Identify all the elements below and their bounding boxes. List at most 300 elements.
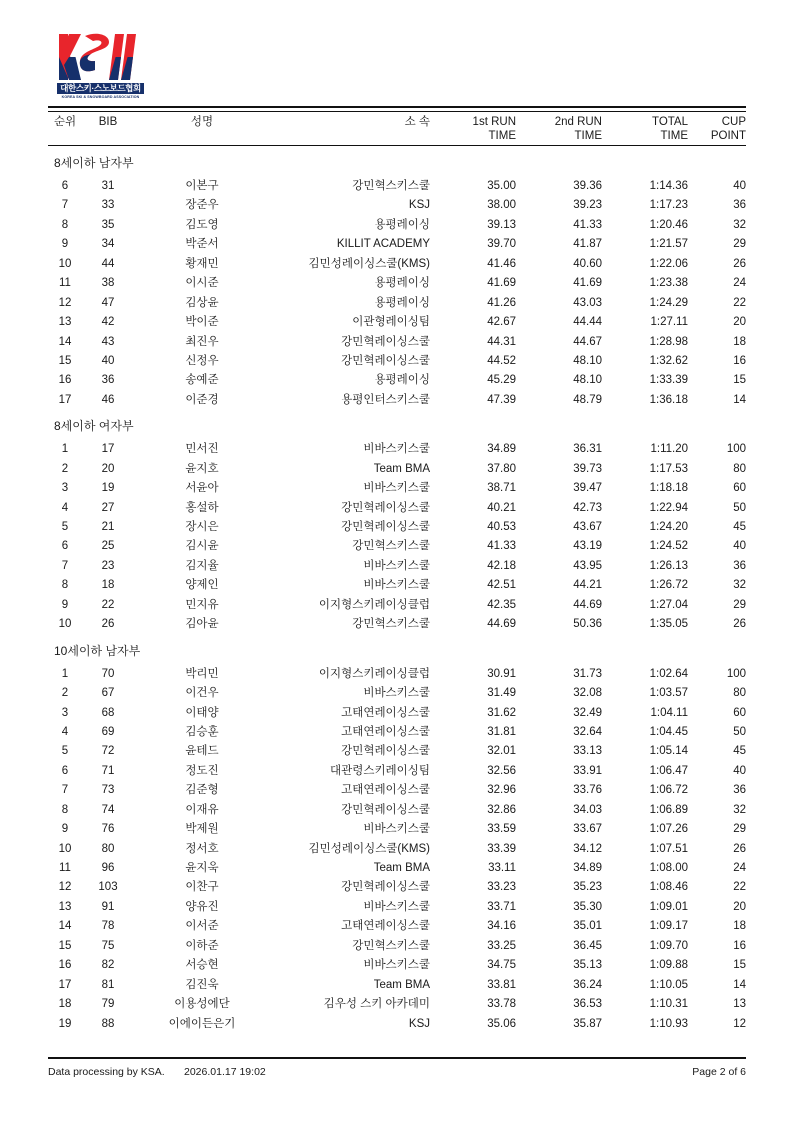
cell-total: 1:24.20: [649, 521, 688, 533]
cell-run1: 33.59: [487, 823, 516, 836]
header-run1-line1: 1st RUN: [472, 116, 516, 128]
table-row: [48, 704, 746, 723]
footer-datetime: 2026.01.17 19:02: [184, 1066, 266, 1078]
cell-run1: 41.33: [487, 540, 516, 553]
cell-team: 비바스키스쿨: [363, 482, 430, 495]
cell-name: 정서호: [185, 842, 219, 855]
cell-rank: 10: [58, 842, 72, 855]
cell-run2: 48.10: [573, 354, 602, 367]
cell-name: 김시윤: [185, 540, 219, 553]
cell-rank: 1: [61, 667, 69, 680]
cell-team: KSJ: [408, 1017, 430, 1030]
footer-processing-text: Data processing by KSA.: [48, 1066, 165, 1078]
table-row: [48, 1015, 746, 1034]
table-row: [48, 274, 746, 293]
cell-team: 비바스키스쿨: [363, 900, 430, 913]
cell-run2: 33.91: [573, 764, 602, 777]
cell-team: 이지형스키레이싱클럽: [318, 667, 430, 680]
cell-rank: 16: [58, 959, 72, 972]
cell-run2: 41.33: [573, 218, 602, 231]
cell-run2: 35.13: [573, 959, 602, 972]
cell-run2: 35.30: [573, 900, 602, 913]
cell-total: 1:14.36: [649, 180, 688, 192]
cell-run2: 43.95: [573, 559, 602, 572]
cell-team: 고태연레이싱스쿨: [341, 784, 430, 797]
cell-rank: 14: [58, 920, 72, 933]
cell-run2: 42.73: [573, 501, 602, 514]
cell-name: 이용성에단: [174, 998, 230, 1011]
cell-total: 1:09.70: [649, 939, 688, 952]
cell-bib: 38: [101, 277, 115, 290]
cell-bib: 42: [101, 316, 115, 329]
cell-name: 박준서: [185, 238, 219, 251]
cell-name: 김지율: [185, 559, 219, 572]
cell-name: 최진우: [185, 335, 219, 348]
cell-rank: 12: [58, 296, 72, 309]
cell-rank: 9: [61, 598, 69, 611]
cell-total: 1:09.01: [649, 900, 688, 913]
cell-run2: 36.45: [573, 939, 602, 952]
table-row: [48, 898, 746, 917]
table-row: [48, 742, 746, 761]
table-row: [48, 781, 746, 800]
cell-bib: 74: [101, 803, 115, 816]
cell-run1: 38.00: [487, 199, 516, 212]
cell-total: 1:20.46: [649, 218, 688, 231]
cell-bib: 33: [101, 199, 115, 212]
cell-team: 비바스키스쿨: [363, 823, 430, 836]
cell-rank: 17: [58, 393, 72, 406]
cell-point: 40: [733, 540, 746, 553]
table-row: [48, 840, 746, 859]
footer-rule: [48, 1057, 746, 1059]
cell-total: 1:02.64: [649, 667, 688, 680]
header-total-line2: TIME: [660, 130, 688, 142]
cell-total: 1:09.17: [649, 920, 688, 933]
cell-name: 황재민: [185, 257, 219, 270]
cell-run1: 42.67: [487, 316, 516, 329]
table-row: [48, 576, 746, 595]
cell-name: 장시은: [185, 521, 219, 533]
cell-total: 1:24.29: [649, 296, 688, 309]
cell-rank: 19: [58, 1017, 72, 1030]
table-row: [48, 596, 746, 615]
cell-point: 36: [733, 784, 746, 797]
cell-run1: 33.71: [487, 900, 516, 913]
table-row: [48, 196, 746, 215]
cell-run1: 33.81: [487, 978, 516, 991]
cell-total: 1:08.46: [649, 881, 688, 894]
cell-rank: 11: [59, 277, 71, 290]
page-footer: [48, 1063, 746, 1081]
cell-bib: 35: [101, 218, 115, 231]
header-team: 소 속: [404, 116, 430, 128]
cell-point: 13: [733, 998, 746, 1011]
cell-point: 15: [733, 959, 746, 972]
results-section: [48, 410, 746, 634]
header-rule-thick: [48, 106, 746, 108]
cell-run1: 34.75: [487, 959, 516, 972]
header-run2-line1: 2nd RUN: [554, 116, 602, 128]
cell-run2: 43.67: [573, 521, 602, 533]
cell-rank: 6: [61, 540, 69, 553]
table-row: [48, 333, 746, 352]
cell-run2: 43.03: [573, 296, 602, 309]
table-row: [48, 976, 746, 995]
table-row: [48, 956, 746, 975]
cell-run2: 35.01: [573, 920, 602, 933]
cell-bib: 81: [101, 978, 115, 991]
table-row: [48, 391, 746, 410]
cell-run1: 42.51: [487, 579, 516, 592]
cell-name: 윤지욱: [185, 862, 219, 874]
cell-run2: 41.69: [573, 277, 602, 290]
cell-point: 45: [733, 745, 746, 758]
header-name: 성명: [190, 116, 214, 128]
cell-team: 고태연레이싱스쿨: [341, 725, 430, 738]
cell-bib: 78: [101, 920, 115, 933]
cell-name: 윤지호: [185, 462, 219, 475]
cell-name: 홍설하: [185, 501, 219, 514]
cell-total: 1:17.23: [649, 199, 688, 212]
cell-rank: 8: [61, 803, 69, 816]
cell-run2: 36.31: [573, 443, 602, 456]
cell-point: 22: [733, 881, 746, 894]
cell-total: 1:27.04: [649, 598, 688, 611]
table-row: [48, 665, 746, 684]
cell-run1: 34.16: [487, 920, 516, 933]
cell-name: 이태양: [185, 706, 219, 719]
cell-run1: 44.31: [487, 335, 516, 348]
cell-total: 1:07.26: [649, 823, 688, 836]
cell-bib: 69: [101, 725, 115, 738]
cell-point: 24: [733, 277, 746, 290]
header-rule-thin: [48, 111, 746, 112]
cell-rank: 6: [61, 764, 69, 777]
cell-team: 김민성레이싱스쿨(KMS): [308, 257, 430, 270]
results-section: [48, 635, 746, 1034]
ksa-logo-name-kr-bar: [57, 83, 144, 94]
results-table-body: [48, 147, 746, 1034]
table-row: [48, 537, 746, 556]
ksa-logo-name-en: KOREA SKI & SNOWBOARD ASSOCIATION: [61, 95, 140, 99]
cell-name: 박제원: [185, 823, 219, 836]
cell-team: Team BMA: [373, 462, 430, 475]
cell-run1: 31.49: [487, 687, 516, 700]
cell-bib: 25: [101, 540, 115, 553]
section-title: 10세이하 남자부: [54, 643, 141, 658]
cell-team: 용평레이싱: [374, 218, 430, 231]
cell-run1: 35.00: [487, 180, 516, 192]
cell-name: 이재유: [185, 803, 219, 816]
table-row: [48, 762, 746, 781]
cell-bib: 46: [101, 393, 115, 406]
cell-run2: 32.64: [573, 725, 602, 738]
ksa-logo-icon: [57, 32, 147, 82]
cell-total: 1:10.93: [649, 1017, 688, 1030]
cell-bib: 88: [101, 1017, 115, 1030]
table-row: [48, 216, 746, 235]
table-row: [48, 557, 746, 576]
cell-rank: 7: [61, 559, 69, 572]
cell-run2: 39.47: [573, 482, 602, 495]
cell-point: 22: [733, 296, 746, 309]
cell-name: 이건우: [185, 687, 219, 700]
cell-run1: 44.69: [487, 618, 516, 631]
cell-rank: 13: [58, 316, 72, 329]
cell-rank: 7: [61, 784, 69, 797]
cell-point: 20: [733, 900, 746, 913]
cell-team: 용평레이싱: [374, 296, 430, 309]
cell-name: 이에이든은기: [168, 1017, 236, 1030]
table-row: [48, 479, 746, 498]
cell-rank: 10: [58, 257, 72, 270]
cell-team: 강민혁레이싱스쿨: [341, 521, 430, 533]
cell-name: 박이준: [185, 316, 219, 329]
cell-point: 18: [733, 335, 746, 348]
cell-total: 1:08.00: [649, 862, 688, 874]
cell-total: 1:06.47: [649, 764, 688, 777]
cell-rank: 3: [61, 482, 69, 495]
cell-name: 김상윤: [185, 296, 219, 309]
cell-name: 이하준: [185, 939, 219, 952]
cell-run1: 33.78: [487, 998, 516, 1011]
cell-run1: 34.89: [487, 443, 516, 456]
cell-rank: 3: [61, 706, 69, 719]
header-run1-line2: TIME: [488, 130, 516, 142]
cell-point: 26: [733, 842, 746, 855]
cell-rank: 10: [58, 618, 72, 631]
cell-team: 용평레이싱: [374, 374, 430, 387]
cell-run2: 34.89: [573, 862, 602, 874]
cell-point: 100: [726, 443, 746, 456]
cell-team: 김우성 스키 아카데미: [323, 998, 430, 1011]
cell-run1: 31.62: [487, 706, 516, 719]
cell-point: 16: [733, 354, 746, 367]
cell-run1: 39.70: [487, 238, 516, 251]
cell-run2: 36.53: [573, 998, 602, 1011]
cell-run2: 44.67: [573, 335, 602, 348]
cell-bib: 18: [101, 579, 115, 592]
cell-rank: 8: [61, 579, 69, 592]
cell-name: 서승현: [185, 959, 219, 972]
header-bib: BIB: [98, 116, 118, 128]
cell-team: 비바스키스쿨: [363, 443, 430, 456]
section-title: 8세이하 남자부: [54, 156, 134, 170]
cell-team: 고태연레이싱스쿨: [341, 920, 430, 933]
cell-run1: 33.25: [487, 939, 516, 952]
cell-name: 송예준: [185, 374, 219, 387]
cell-rank: 12: [58, 881, 72, 894]
cell-name: 이본구: [185, 180, 219, 192]
cell-total: 1:26.13: [649, 559, 688, 572]
cell-run1: 32.86: [487, 803, 516, 816]
cell-total: 1:23.38: [649, 277, 688, 290]
cell-name: 서윤아: [185, 482, 219, 495]
cell-rank: 18: [58, 998, 72, 1011]
table-row: [48, 820, 746, 839]
cell-run1: 38.71: [487, 482, 516, 495]
cell-run1: 40.53: [487, 521, 516, 533]
cell-point: 29: [733, 823, 746, 836]
cell-run2: 35.87: [573, 1017, 602, 1030]
cell-run1: 32.96: [487, 784, 516, 797]
cell-run2: 32.49: [573, 706, 602, 719]
cell-total: 1:17.53: [649, 462, 688, 475]
table-row: [48, 801, 746, 820]
cell-total: 1:03.57: [649, 687, 688, 700]
cell-name: 이시준: [185, 277, 219, 290]
cell-rank: 8: [61, 218, 69, 231]
cell-total: 1:33.39: [649, 374, 688, 387]
cell-run1: 45.29: [487, 374, 516, 387]
table-row: [48, 460, 746, 479]
cell-rank: 5: [61, 521, 69, 533]
table-header: [48, 113, 746, 145]
cell-team: 이관형레이싱팀: [352, 316, 430, 329]
cell-point: 45: [733, 521, 746, 533]
cell-team: 강민혁스키스쿨: [352, 540, 430, 553]
cell-total: 1:11.20: [650, 443, 688, 456]
cell-total: 1:06.89: [649, 803, 688, 816]
cell-run2: 32.08: [573, 687, 602, 700]
header-rank: 순위: [53, 116, 77, 128]
cell-bib: 79: [101, 998, 115, 1011]
cell-total: 1:09.88: [649, 959, 688, 972]
cell-team: 비바스키스쿨: [363, 959, 430, 972]
table-row: [48, 937, 746, 956]
cell-point: 18: [733, 920, 746, 933]
cell-team: Team BMA: [373, 978, 430, 991]
cell-bib: 70: [101, 667, 115, 680]
cell-bib: 19: [101, 482, 115, 495]
cell-rank: 16: [58, 374, 72, 387]
cell-total: 1:10.31: [649, 998, 688, 1011]
cell-run1: 30.91: [487, 667, 516, 680]
cell-bib: 36: [101, 374, 115, 387]
cell-run1: 42.18: [487, 559, 516, 572]
cell-run1: 32.01: [487, 745, 516, 758]
cell-run1: 39.13: [487, 218, 516, 231]
cell-rank: 15: [58, 939, 72, 952]
cell-team: 이지형스키레이싱클럽: [318, 598, 430, 611]
cell-run1: 33.23: [487, 881, 516, 894]
cell-run1: 33.39: [487, 842, 516, 855]
cell-total: 1:28.98: [649, 335, 688, 348]
cell-point: 29: [733, 238, 746, 251]
cell-team: 비바스키스쿨: [363, 579, 430, 592]
cell-bib: 75: [101, 939, 115, 952]
cell-run2: 40.60: [573, 257, 602, 270]
header-run2-line2: TIME: [574, 130, 602, 142]
cell-rank: 11: [59, 862, 71, 874]
table-row: [48, 859, 746, 878]
table-row: [48, 235, 746, 254]
cell-team: 강민혁스키스쿨: [352, 939, 430, 952]
cell-point: 40: [733, 764, 746, 777]
table-row: [48, 352, 746, 371]
table-row: [48, 371, 746, 390]
cell-point: 50: [733, 725, 746, 738]
cell-total: 1:26.72: [649, 579, 688, 592]
cell-name: 김아윤: [185, 618, 219, 631]
cell-total: 1:18.18: [649, 482, 688, 495]
cell-total: 1:04.45: [649, 725, 688, 738]
cell-point: 14: [733, 393, 746, 406]
cell-rank: 6: [61, 180, 69, 192]
cell-bib: 21: [101, 521, 115, 533]
cell-team: KILLIT ACADEMY: [336, 238, 430, 251]
cell-point: 15: [733, 374, 746, 387]
cell-bib: 72: [101, 745, 115, 758]
table-row: [48, 995, 746, 1014]
table-row: [48, 615, 746, 634]
cell-bib: 20: [101, 462, 115, 475]
cell-team: 강민혁레이싱스쿨: [341, 354, 430, 367]
cell-point: 36: [733, 559, 746, 572]
cell-team: 강민혁스키스쿨: [352, 618, 430, 631]
cell-run2: 34.03: [573, 803, 602, 816]
table-row: [48, 440, 746, 459]
cell-run2: 39.73: [573, 462, 602, 475]
cell-run1: 32.56: [487, 764, 516, 777]
cell-point: 32: [733, 803, 746, 816]
cell-point: 16: [733, 939, 746, 952]
cell-run2: 41.87: [573, 238, 602, 251]
table-row: [48, 313, 746, 332]
cell-bib: 22: [101, 598, 115, 611]
cell-total: 1:06.72: [649, 784, 688, 797]
cell-bib: 27: [101, 501, 115, 514]
cell-name: 박리민: [185, 667, 219, 680]
table-row: [48, 177, 746, 196]
table-row: [48, 684, 746, 703]
cell-run1: 37.80: [487, 462, 516, 475]
cell-team: KSJ: [408, 199, 430, 212]
cell-bib: 43: [101, 335, 115, 348]
cell-team: 강민혁레이싱스쿨: [341, 881, 430, 894]
cell-bib: 76: [101, 823, 115, 836]
cell-run1: 41.69: [487, 277, 516, 290]
cell-total: 1:35.05: [649, 618, 688, 631]
cell-point: 80: [733, 462, 746, 475]
cell-run1: 41.46: [487, 257, 516, 270]
cell-name: 이서준: [185, 920, 219, 933]
cell-run2: 44.44: [573, 316, 602, 329]
cell-name: 김진욱: [185, 978, 219, 991]
cell-bib: 71: [101, 764, 115, 777]
cell-name: 민지유: [185, 598, 219, 611]
cell-point: 32: [733, 218, 746, 231]
table-row: [48, 518, 746, 537]
cell-point: 26: [733, 257, 746, 270]
cell-bib: 44: [101, 257, 115, 270]
cell-rank: 2: [61, 462, 69, 475]
cell-bib: 47: [101, 296, 115, 309]
cell-total: 1:24.52: [649, 540, 688, 553]
table-row: [48, 917, 746, 936]
cell-point: 60: [733, 482, 746, 495]
cell-team: 비바스키스쿨: [363, 559, 430, 572]
table-row: [48, 499, 746, 518]
cell-rank: 1: [61, 443, 69, 456]
cell-team: 강민혁레이싱스쿨: [341, 803, 430, 816]
cell-run2: 34.12: [573, 842, 602, 855]
header-bottom-rule: [48, 145, 746, 146]
results-section: [48, 147, 746, 410]
cell-run1: 41.26: [487, 296, 516, 309]
cell-team: 대관령스키레이싱팀: [330, 764, 430, 777]
